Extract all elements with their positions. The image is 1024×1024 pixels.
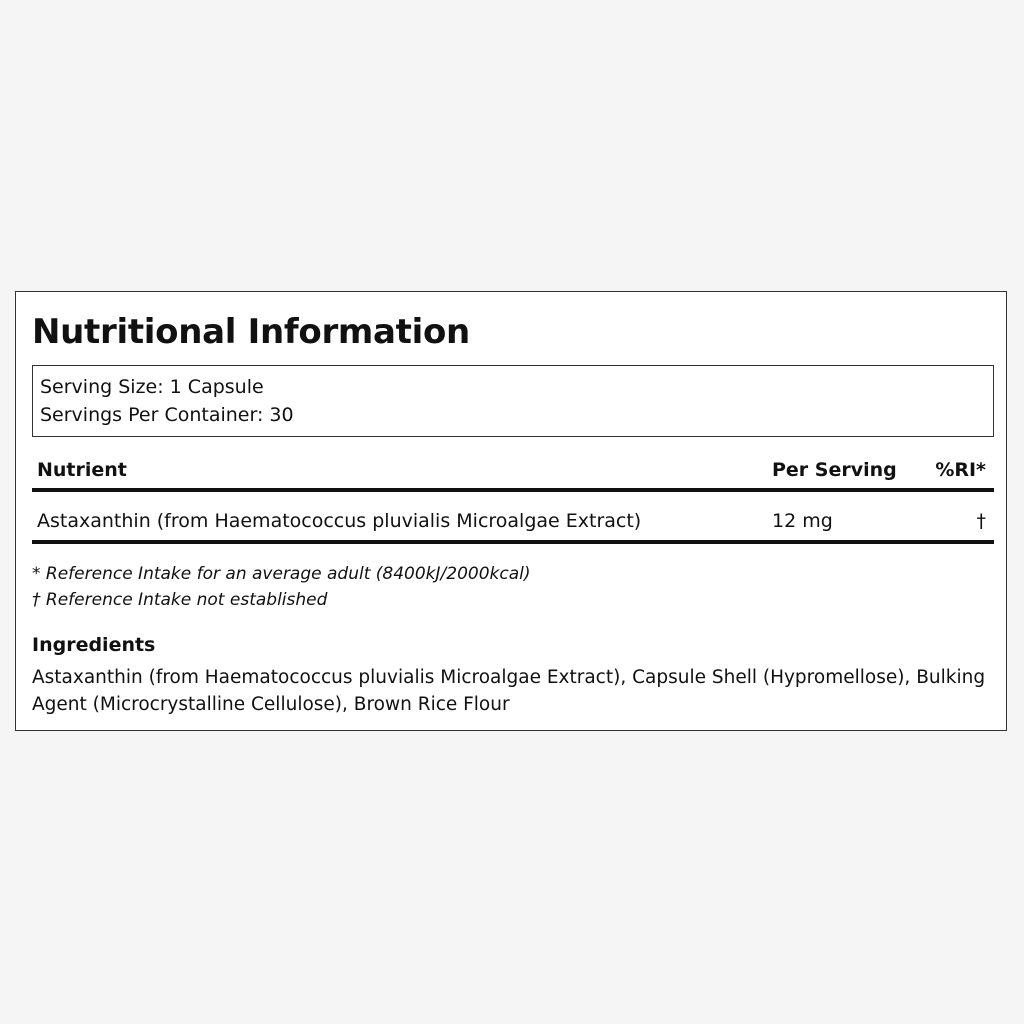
- ingredients-list: Astaxanthin (from Haematococcus pluvialis Microalgae Extract), Capsule Shell (Hypromellose), Bulking Agent (Microcrystalline Cellulose), Brown Rice Flour: [32, 667, 986, 715]
- servings-per-container: Servings Per Container: 30: [40, 404, 294, 426]
- table-bottom-divider: [32, 540, 994, 544]
- row-ri-value: †: [976, 510, 986, 532]
- serving-info-box: [32, 365, 994, 437]
- nutrition-panel: [15, 291, 1007, 731]
- column-header-nutrient: Nutrient: [37, 459, 127, 481]
- column-header-per-serving: Per Serving: [772, 459, 897, 481]
- column-header-ri: %RI*: [935, 459, 986, 481]
- header-divider: [32, 488, 994, 492]
- row-nutrient-name: Astaxanthin (from Haematococcus pluvialis Microalgae Extract): [37, 510, 642, 532]
- footnote-not-established: † Reference Intake not established: [32, 590, 328, 610]
- panel-title: Nutritional Information: [32, 312, 470, 352]
- row-per-serving-amount: 12 mg: [772, 510, 833, 532]
- serving-size: Serving Size: 1 Capsule: [40, 376, 264, 398]
- ingredients-heading: Ingredients: [32, 634, 156, 656]
- footnote-reference-intake: * Reference Intake for an average adult (8400kJ/2000kcal): [32, 564, 531, 584]
